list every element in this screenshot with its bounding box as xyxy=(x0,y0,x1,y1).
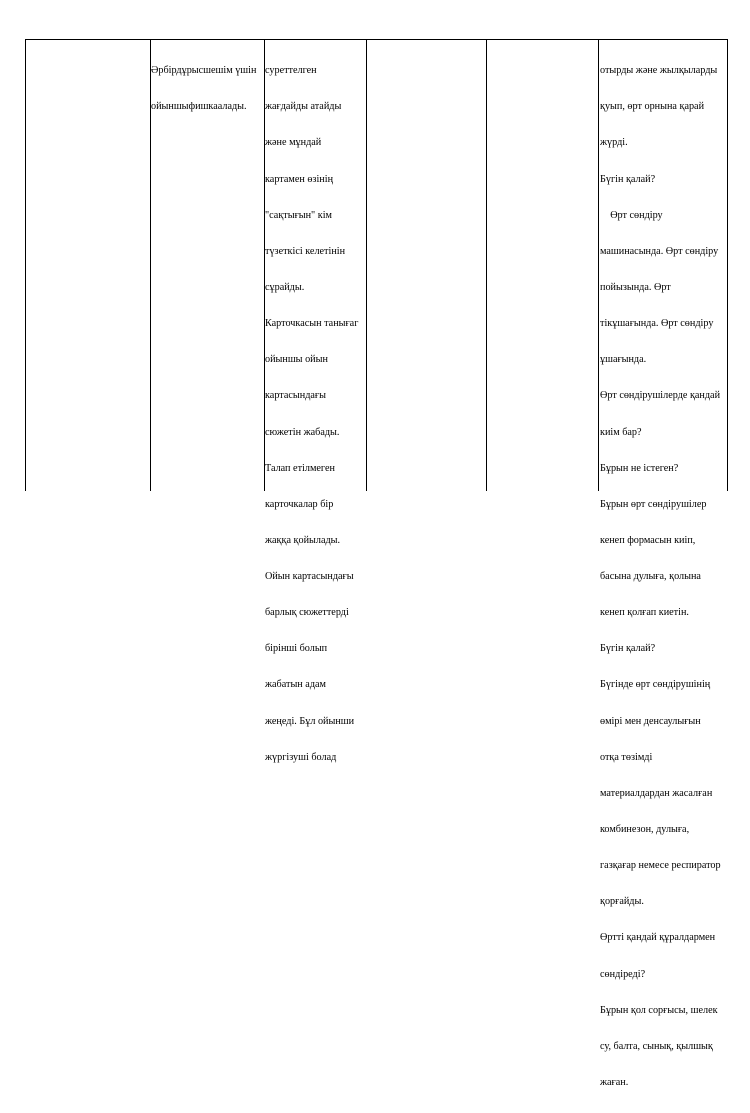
text-line: Бұрын не істеген? xyxy=(600,462,679,474)
text-line: Өртті қандай құралдармен xyxy=(600,932,716,944)
text-line: Бүгін қалай? xyxy=(600,643,656,655)
table-column-border xyxy=(25,39,26,491)
text-line: жүргізуші болад xyxy=(265,751,337,763)
text-line: картамен өзінің xyxy=(265,173,334,185)
text-line: Өрт сөндірушілерде қандай xyxy=(600,390,721,402)
text-line: ойыншы ойын xyxy=(265,354,328,366)
text-line: су, балта, сынық, қылшық xyxy=(600,1040,713,1052)
text-line: Карточкасын танығаг xyxy=(265,318,359,330)
table-cell-game-description xyxy=(265,41,365,788)
text-line: және мұндай xyxy=(265,137,322,149)
text-line: ұшағында. xyxy=(600,354,647,366)
text-line: сюжетін жабады. xyxy=(265,426,340,438)
text-line: жаққа қойылады. xyxy=(265,534,341,546)
text-line: карточкалар бір xyxy=(265,498,334,510)
text-line: Өрт сөндіру xyxy=(600,209,663,221)
text-line: қорғайды. xyxy=(600,896,644,908)
text-line: Бүгінде өрт сөндірушінің xyxy=(600,679,711,691)
text-line: "сақтығын" кім xyxy=(265,209,332,221)
table-top-border xyxy=(25,39,727,40)
text-line: газқағар немесе респиратор xyxy=(600,860,721,872)
text-line: материалдардан жасалған xyxy=(600,787,713,799)
text-line: картасындағы xyxy=(265,390,326,402)
text-line: киім бар? xyxy=(600,426,642,438)
text-line: жағдайды атайды xyxy=(265,101,342,113)
text-line: барлық сюжеттерді xyxy=(265,607,349,619)
text-line: түзеткісі келетінін xyxy=(265,245,346,257)
text-line: бірінші болып xyxy=(265,643,328,655)
text-line: басына дулыға, қолына xyxy=(600,571,701,583)
table-cell-rules xyxy=(151,41,263,137)
text-line: пойызында. Өрт xyxy=(600,281,671,293)
text-line: комбинезон, дулыға, xyxy=(600,824,690,836)
text-line: қуып, өрт орнына қарай xyxy=(600,101,705,113)
text-line: Бүгін қалай? xyxy=(600,173,656,185)
text-line: сұрайды. xyxy=(265,281,305,293)
text-line: отқа төзімді xyxy=(600,751,653,763)
table-column-border xyxy=(598,39,599,491)
text-line: кенеп формасын киіп, xyxy=(600,534,696,546)
text-line: Бұрын өрт сөндірушілер xyxy=(600,498,707,510)
text-line: тікұшағында. Өрт сөндіру xyxy=(600,318,714,330)
text-line: Бұрын қол сорғысы, шелек xyxy=(600,1004,718,1016)
text-line: Әрбірдұрысшешім үшін xyxy=(151,65,257,77)
table-cell-fire-service-text xyxy=(600,41,728,1113)
text-line: Ойын картасындағы xyxy=(265,571,354,583)
text-line: жеңеді. Бұл ойынши xyxy=(265,715,355,727)
text-line: машинасында. Өрт сөндіру xyxy=(600,245,719,257)
table-column-border xyxy=(486,39,487,491)
text-line: ойыншыфишкаалады. xyxy=(151,101,247,113)
text-line: отырды және жылқыларды xyxy=(600,65,718,77)
text-line: жаған. xyxy=(600,1077,629,1089)
text-line: кенеп қолғап киетін. xyxy=(600,607,689,619)
text-line: өмірі мен денсаулығын xyxy=(600,715,701,727)
text-line: Талап етілмеген xyxy=(265,462,335,474)
text-line: жүрді. xyxy=(600,137,628,149)
table-column-border xyxy=(366,39,367,491)
text-line: жабатын адам xyxy=(265,679,326,691)
text-line: сөндіреді? xyxy=(600,968,646,980)
text-line: суреттелген xyxy=(265,65,317,77)
